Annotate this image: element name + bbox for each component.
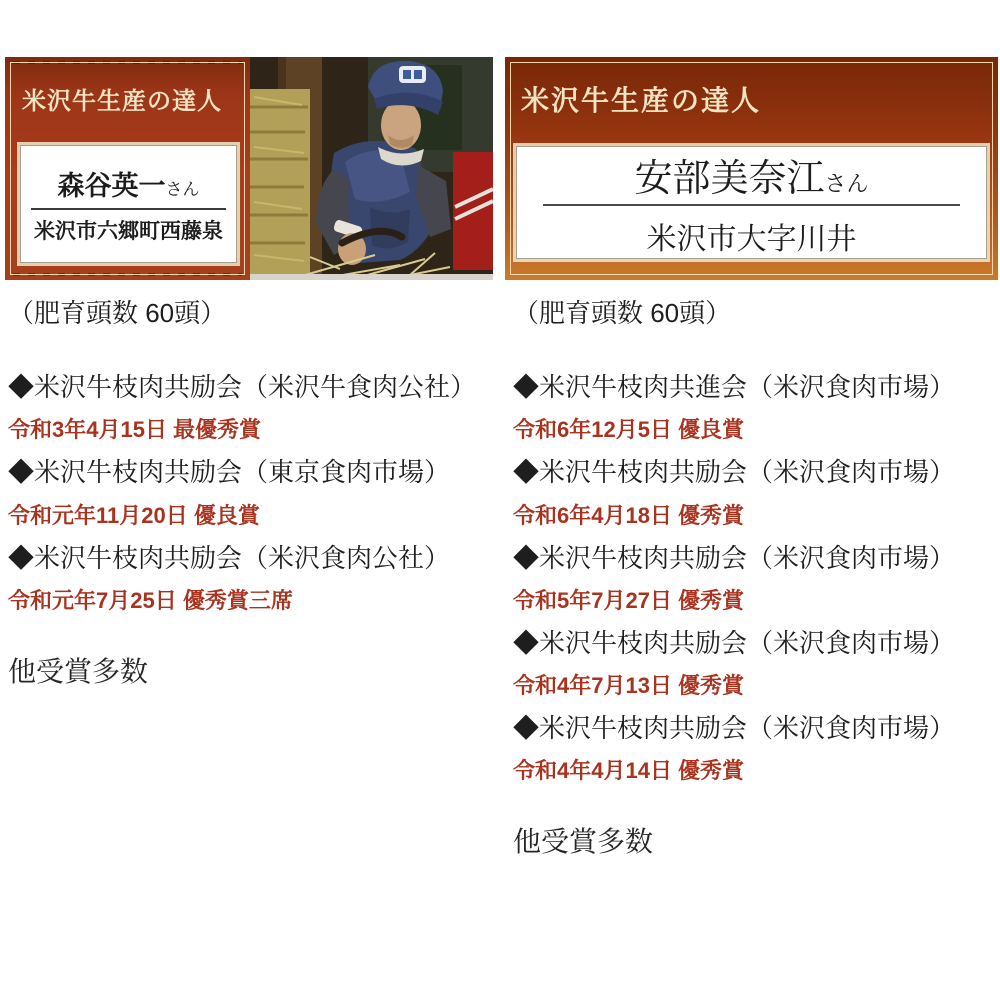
producer-details-left (5, 293, 493, 690)
producer-profile-left (5, 57, 493, 860)
banner-title: 米沢牛生産の達人 (521, 86, 762, 117)
awards-list (8, 374, 493, 612)
producer-address: 米沢市大字川井 (646, 223, 857, 256)
award-title: ◆米沢牛枝肉共励会（米沢食肉市場） (513, 713, 956, 744)
producer-name-line (21, 164, 236, 203)
banner-ornament-bottom (13, 273, 242, 276)
award-date: 令和元年7月25日 優秀賞三席 (8, 587, 293, 613)
more-awards-note: 他受賞多数 (513, 826, 654, 858)
award-date: 令和3年4月15日 最優秀賞 (8, 417, 262, 443)
award-date: 令和6年4月18日 優秀賞 (513, 502, 745, 528)
award-date: 令和6年12月5日 優良賞 (513, 417, 745, 443)
award-title: ◆米沢牛枝肉共進会（米沢食肉市場） (513, 372, 956, 402)
award-title: ◆米沢牛枝肉共励会（米沢食肉市場） (513, 627, 956, 658)
producer-name-card (20, 145, 237, 263)
award-title: ◆米沢牛枝肉共励会（米沢食肉公社） (8, 542, 451, 573)
producer-profile-right (505, 57, 998, 860)
award-title: ◆米沢牛枝肉共励会（米沢牛食肉公社） (8, 372, 477, 402)
producer-name: 森谷英一 (57, 170, 166, 201)
producer-address: 米沢市六郷町西藤泉 (34, 218, 223, 243)
red-machine (453, 152, 493, 270)
hay-bale (250, 89, 310, 280)
award-date: 令和4年7月13日 優秀賞 (513, 673, 745, 699)
producer-photo (250, 57, 493, 280)
name-card-divider (31, 208, 226, 210)
producer-hero-left (5, 57, 493, 280)
head-count: （肥育頭数 60頭） (513, 298, 732, 328)
honorific-suffix: さん (165, 179, 200, 199)
award-date: 令和4年4月14日 優秀賞 (513, 758, 745, 784)
more-awards-note: 他受賞多数 (8, 655, 149, 687)
head-count: （肥育頭数 60頭） (8, 298, 227, 328)
awards-list (513, 374, 998, 782)
award-title: ◆米沢牛枝肉共励会（米沢食肉市場） (513, 542, 956, 573)
award-title: ◆米沢牛枝肉共励会（米沢食肉市場） (513, 457, 956, 488)
producer-name-line (517, 147, 986, 202)
name-card-divider (543, 204, 960, 206)
award-date: 令和元年11月20日 優良賞 (8, 502, 260, 528)
producer-banner-left (5, 57, 250, 280)
banner-ornament-top (13, 61, 242, 64)
producer-details-right (505, 293, 998, 860)
award-title: ◆米沢牛枝肉共励会（東京食肉市場） (8, 457, 451, 488)
honorific-suffix: さん (824, 171, 869, 196)
producer-name: 安部美奈江 (634, 158, 825, 200)
producer-banner-right (505, 57, 998, 280)
banner-title: 米沢牛生産の達人 (22, 89, 222, 115)
producer-name-card (516, 146, 987, 259)
award-date: 令和5年7月27日 優秀賞 (513, 587, 745, 613)
